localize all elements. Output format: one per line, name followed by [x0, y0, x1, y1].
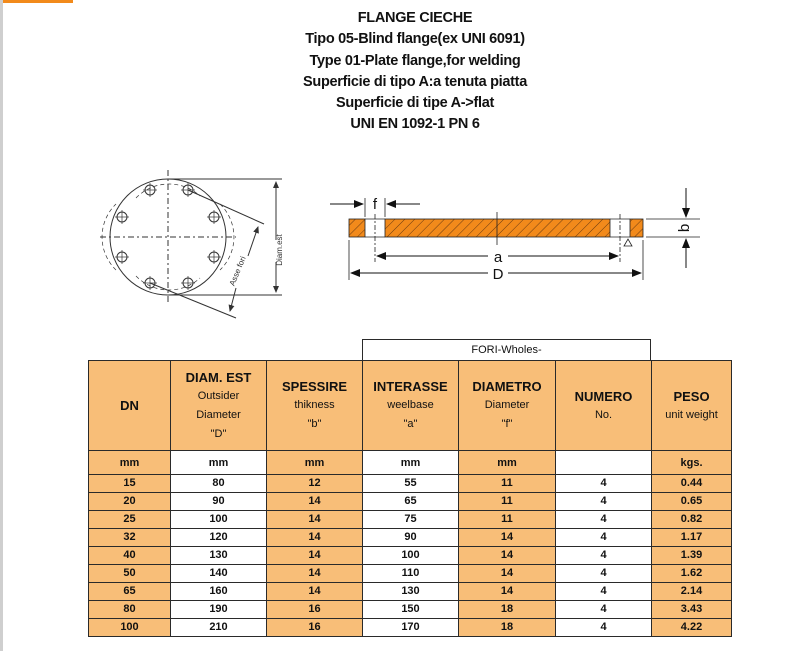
D-dimension-label: D: [492, 266, 504, 283]
f-dimension-label: f: [372, 196, 378, 213]
cell-interasse: 110: [363, 565, 459, 583]
cell-diam-est: 90: [171, 493, 267, 511]
header-diam-est: DIAM. EST Outsider Diameter "D": [171, 361, 267, 451]
cell-interasse: 55: [363, 475, 459, 493]
title-surface-en: Superficie di tipe A->flat: [335, 95, 495, 112]
diam-est-label: Diam.est: [275, 234, 284, 266]
cell-diam-est: 120: [171, 529, 267, 547]
cell-diam-est: 100: [171, 511, 267, 529]
cell-diam-est: 210: [171, 619, 267, 637]
flange-section-view: [330, 188, 700, 280]
cell-diametro: 14: [459, 529, 556, 547]
cell-spessire: 16: [267, 619, 363, 637]
header-interasse: INTERASSE weelbase "a": [363, 361, 459, 451]
unit-dn: mm: [89, 451, 171, 475]
unit-interasse: mm: [363, 451, 459, 475]
title-type-01: Type 01-Plate flange,for welding: [309, 52, 521, 69]
header-peso: PESO unit weight: [652, 361, 732, 451]
table-header-row: [89, 361, 732, 451]
cell-diametro: 18: [459, 601, 556, 619]
cell-numero: 4: [556, 547, 652, 565]
cell-peso: 1.17: [652, 529, 732, 547]
flange-spec-table: [88, 360, 732, 637]
header-numero: NUMERO No.: [556, 361, 652, 451]
cell-dn: 80: [89, 601, 171, 619]
cell-dn: 25: [89, 511, 171, 529]
cell-numero: 4: [556, 493, 652, 511]
cell-dn: 50: [89, 565, 171, 583]
table-row: [89, 619, 732, 637]
cell-dn: 100: [89, 619, 171, 637]
unit-peso: kgs.: [652, 451, 732, 475]
cell-diametro: 11: [459, 475, 556, 493]
table-row: [89, 493, 732, 511]
flange-front-view: [100, 170, 282, 318]
cell-diametro: 18: [459, 619, 556, 637]
cell-spessire: 14: [267, 547, 363, 565]
unit-numero: [556, 451, 652, 475]
cell-diametro: 14: [459, 583, 556, 601]
cell-dn: 20: [89, 493, 171, 511]
cell-diametro: 11: [459, 493, 556, 511]
unit-spessire: mm: [267, 451, 363, 475]
cell-interasse: 65: [363, 493, 459, 511]
cell-spessire: 14: [267, 511, 363, 529]
cell-diam-est: 140: [171, 565, 267, 583]
axis-extension-top: [188, 190, 264, 224]
cell-diametro: 11: [459, 511, 556, 529]
cell-spessire: 14: [267, 493, 363, 511]
axis-arrow-down: [230, 288, 236, 311]
header-dn: DN: [89, 361, 171, 451]
cell-peso: 4.22: [652, 619, 732, 637]
cell-peso: 2.14: [652, 583, 732, 601]
title-type-05: Tipo 05-Blind flange(ex UNI 6091): [305, 31, 525, 48]
cell-diam-est: 190: [171, 601, 267, 619]
cell-numero: 4: [556, 619, 652, 637]
cell-spessire: 14: [267, 529, 363, 547]
holes-group-header: FORI-Wholes-: [362, 339, 651, 360]
cell-interasse: 90: [363, 529, 459, 547]
cell-spessire: 12: [267, 475, 363, 493]
cell-numero: 4: [556, 529, 652, 547]
cell-numero: 4: [556, 511, 652, 529]
title-main: FLANGE CIECHE: [357, 10, 473, 26]
cell-peso: 1.62: [652, 565, 732, 583]
cell-numero: 4: [556, 583, 652, 601]
cell-numero: 4: [556, 601, 652, 619]
cell-spessire: 16: [267, 601, 363, 619]
table-row: [89, 601, 732, 619]
table-row: [89, 583, 732, 601]
unit-diam-est: mm: [171, 451, 267, 475]
cell-diametro: 14: [459, 565, 556, 583]
table-row: [89, 565, 732, 583]
cell-peso: 0.44: [652, 475, 732, 493]
cell-interasse: 130: [363, 583, 459, 601]
section-right-rim: [630, 219, 643, 237]
cell-numero: 4: [556, 565, 652, 583]
table-row: [89, 511, 732, 529]
asse-fori-label: Asse fori: [227, 254, 248, 288]
cell-spessire: 14: [267, 565, 363, 583]
cell-dn: 65: [89, 583, 171, 601]
header-spessire: SPESSIRE thikness "b": [267, 361, 363, 451]
section-body: [385, 219, 610, 237]
cell-dn: 15: [89, 475, 171, 493]
section-left-rim: [349, 219, 365, 237]
cell-interasse: 75: [363, 511, 459, 529]
a-dimension-label: a: [493, 249, 503, 266]
axis-extension-bottom: [150, 283, 236, 318]
b-dimension-label: b: [676, 223, 693, 233]
unit-diametro: mm: [459, 451, 556, 475]
cell-dn: 32: [89, 529, 171, 547]
table-row: [89, 475, 732, 493]
cell-diametro: 14: [459, 547, 556, 565]
cell-diam-est: 160: [171, 583, 267, 601]
table-units-row: [89, 451, 732, 475]
cell-numero: 4: [556, 475, 652, 493]
table-row: [89, 529, 732, 547]
axis-arrow-up: [248, 227, 258, 256]
cell-peso: 3.43: [652, 601, 732, 619]
cell-dn: 40: [89, 547, 171, 565]
header-diametro: DIAMETRO Diameter "f": [459, 361, 556, 451]
table-row: [89, 547, 732, 565]
cell-diam-est: 130: [171, 547, 267, 565]
cell-peso: 0.82: [652, 511, 732, 529]
title-standard: UNI EN 1092-1 PN 6: [350, 116, 480, 133]
title-surface-it: Superficie di tipo A:a tenuta piatta: [303, 73, 527, 90]
cell-peso: 1.39: [652, 547, 732, 565]
cell-diam-est: 80: [171, 475, 267, 493]
cell-interasse: 150: [363, 601, 459, 619]
cell-interasse: 170: [363, 619, 459, 637]
cell-spessire: 14: [267, 583, 363, 601]
cell-interasse: 100: [363, 547, 459, 565]
cell-peso: 0.65: [652, 493, 732, 511]
